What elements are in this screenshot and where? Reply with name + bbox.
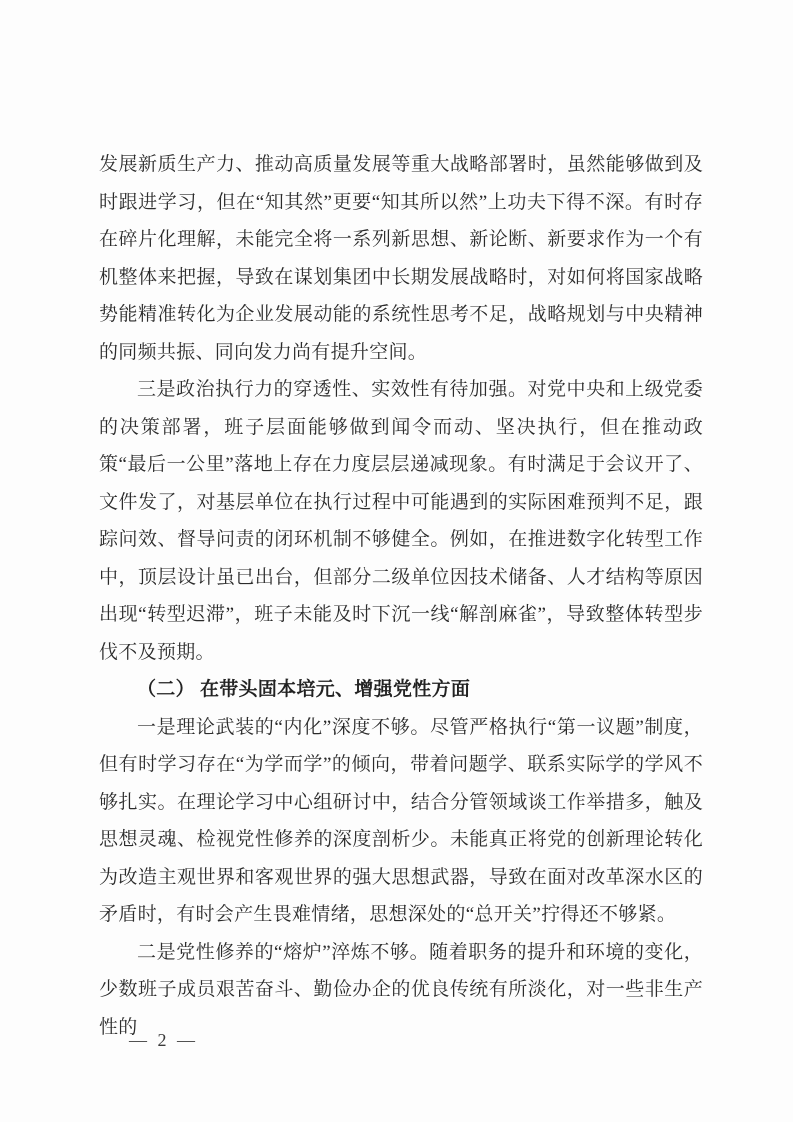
paragraph: 二是党性修养的“熔炉”淬炼不够。随着职务的提升和环境的变化，少数班子成员艰苦奋斗、勤俭办企的优良传统有所淡化，对一些非生产性的 bbox=[99, 941, 703, 1038]
document-body bbox=[99, 146, 703, 1046]
section-heading: （二） 在带头固本培元、增强党性方面 bbox=[137, 679, 471, 700]
paragraph-continuation: 发展新质生产力、推动高质量发展等重大战略部署时，虽然能够做到及时跟进学习，但在“知其然”更要“知其所以然”上功夫下得不深。有时存在碎片化理解，未能完全将一系列新思想、新论断、新要求作为一个有机整体来把握，导致在谋划集团中长期发展战略时，对如何将国家战略势能精准转化为企业发展动能的系统性思考不足，战略规划与中央精神的同频共振、同向发力尚有提升空间。 bbox=[99, 154, 703, 363]
page-number: — 2 — bbox=[129, 1030, 198, 1050]
paragraph: 一是理论武装的“内化”深度不够。尽管严格执行“第一议题”制度，但有时学习存在“为学而学”的倾向，带着问题学、联系实际学的学风不够扎实。在理论学习中心组研讨中，结合分管领域谈工作举措多，触及思想灵魂、检视党性修养的深度剖析少。未能真正将党的创新理论转化为改造主观世界和客观世界的强大思想武器，导致在面对改革深水区的矛盾时，有时会产生畏难情绪，思想深处的“总开关”拧得还不够紧。 bbox=[99, 716, 703, 925]
paragraph: 三是政治执行力的穿透性、实效性有待加强。对党中央和上级党委的决策部署，班子层面能够做到闻令而动、坚决执行，但在推动政策“最后一公里”落地上存在力度层层递减现象。有时满足于会议开了、文件发了，对基层单位在执行过程中可能遇到的实际困难预判不足，跟踪问效、督导问责的闭环机制不够健全。例如，在推进数字化转型工作中，顶层设计虽已出台，但部分二级单位因技术储备、人才结构等原因出现“转型迟滞”，班子未能及时下沉一线“解剖麻雀”，导致整体转型步伐不及预期。 bbox=[99, 379, 703, 663]
